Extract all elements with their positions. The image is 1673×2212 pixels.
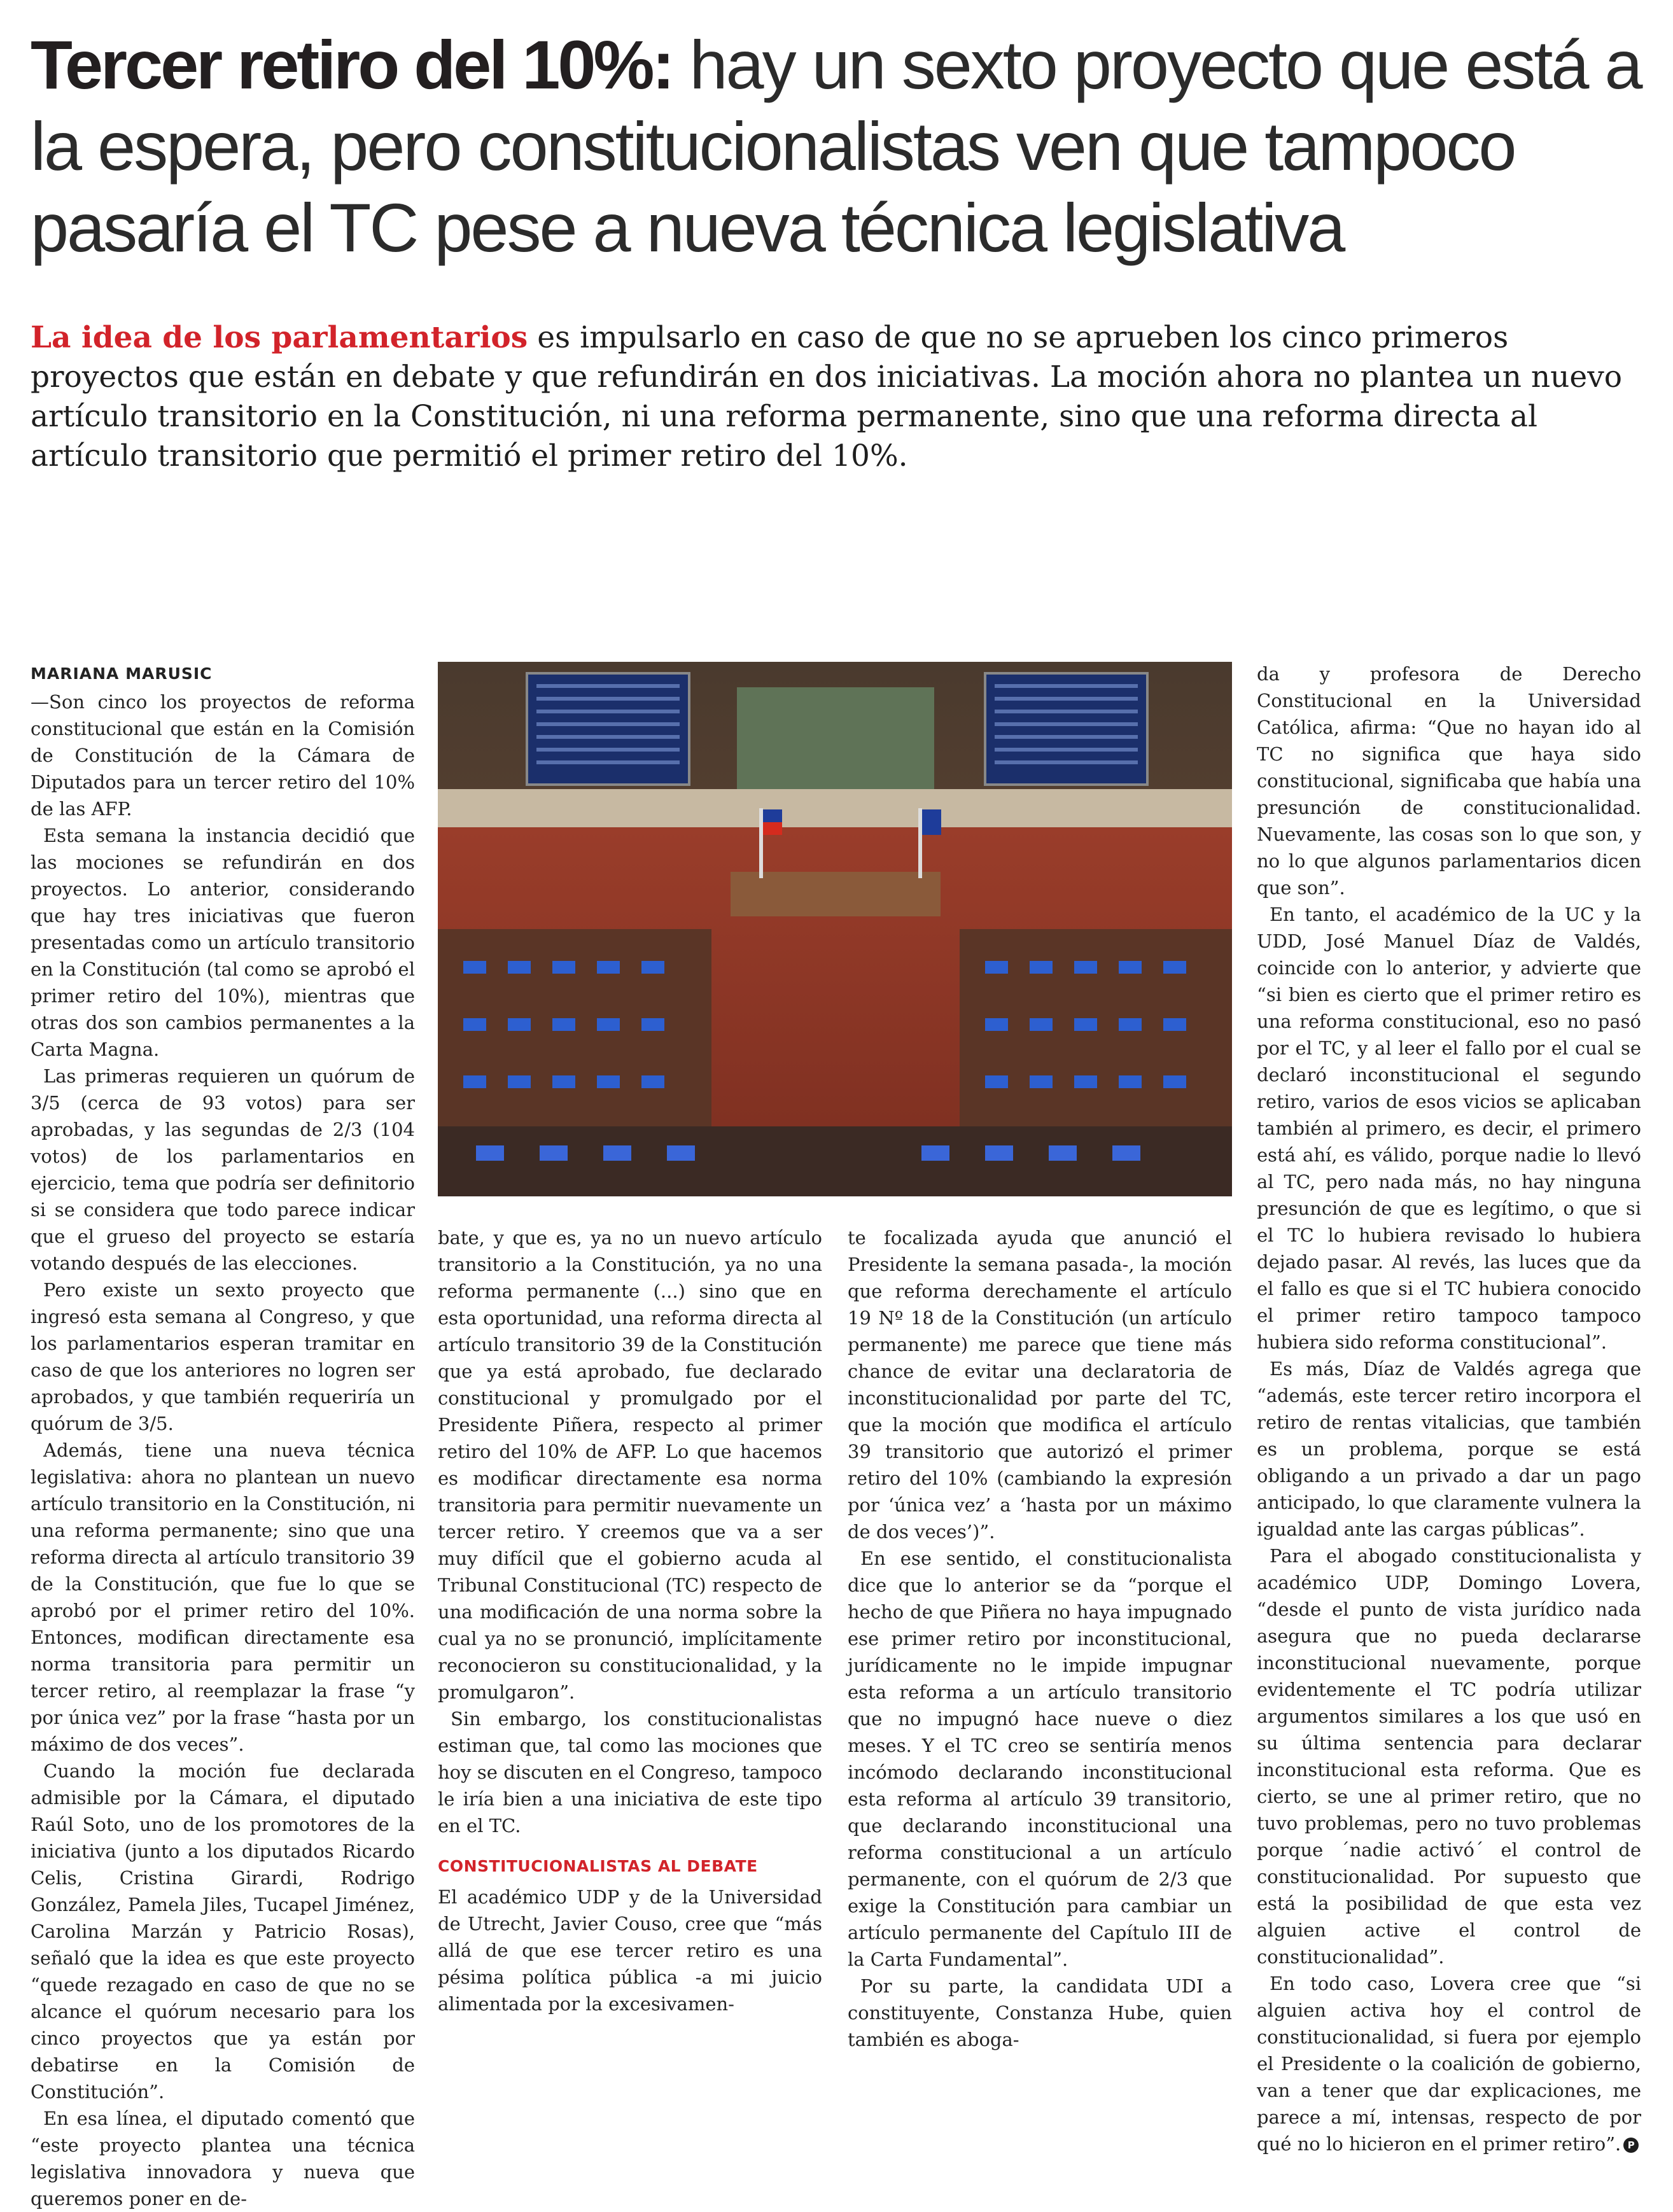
paragraph: bate, y que es, ya no un nuevo artículo transitorio a la Constitución, ya no una reforma permanente (...) sino que en esta oportunidad, una reforma directa al artículo transitorio 39 de la Constitución que ya está aprobado, fue declarado constitucional y promulgado por el Presidente Piñera, respecto al primer retiro del 10% de AFP. Lo que hacemos es modificar directamente esa norma transitoria para permitir nuevamente un tercer retiro. Y creemos que va a ser muy difícil que el gobierno acuda al Tribunal Constitucional (TC) respecto de una modificación de una norma sobre la cual ya no se pronunció, implícitamente reconocieron su constitucionalidad, y la promulgaron”. — [438, 1227, 822, 1703]
deck-lead: La idea de los parlamentarios — [31, 320, 528, 355]
paragraph: da y profesora de Derecho Constitucional en la Universidad Católica, afirma: “Que no hayan ido al TC no significa que haya sido constitucional, significaba que había una presunción de constitucionalidad. Nuevamente, las cosas son lo que son, y no lo que algunos parlamentarios dicen que son”. — [1257, 663, 1641, 899]
deck — [31, 318, 1647, 476]
chamber-photo — [438, 662, 1232, 1196]
paragraph-text: En todo caso, Lovera cree que “si alguien activa hoy el control de constitucionalidad, si fuera por ejemplo el Presidente o la coalición de gobierno, van a tener que dar explicaciones, me parece a mí, intensas, respecto de por qué no lo hicieron en el primer retiro”. — [1257, 1973, 1641, 2155]
paragraph: —Son cinco los proyectos de reforma constitucional que están en la Comisión de Constitución de la Cámara de Diputados para un tercer retiro del 10% de las AFP. — [31, 691, 415, 820]
vote-screen-right — [985, 673, 1147, 785]
byline: MARIANA MARUSIC — [31, 664, 213, 683]
paragraph: Pero existe un sexto proyecto que ingresó esta semana al Congreso, y que los parlamentarios esperan tramitar en caso de que los anteriores no logren ser aprobados, y que también requeriría un quórum de 3/5. — [31, 1279, 415, 1434]
paragraph: Esta semana la instancia decidió que las mociones se refundirán en dos proyectos. Lo anterior, considerando que hay tres iniciativas que fueron presentadas como un artículo transitorio en la Constitución (tal como se aprobó el primer retiro del 10%), mientras que otras dos son cambios permanentes a la Carta Magna. — [31, 825, 415, 1060]
paragraph: Para el abogado constitucionalista y académico UDP, Domingo Lovera, “desde el punto de vista jurídico nada asegura que no pueda declararse inconstitucional nuevamente, porque evidentemente el TC podría utilizar argumentos similares a los que usó en su última sentencia para declarar inconstitucional esta reforma. Que es cierto, se une al primer retiro, que no tuvo problemas, pero no tuvo problemas porque ´nadie activó´ el control de constitucionalidad. Por supuesto que está la posibilidad de que esta vez alguien active el control de constitucionalidad”. — [1257, 1545, 1641, 1968]
article-column-3 — [848, 1224, 1232, 2053]
paragraph — [1257, 1970, 1641, 2157]
article-column-1 — [31, 661, 415, 2212]
headline-light: hay un sexto proyecto que está a la espera, pero constitucionalistas ven que tampoco pasaría el TC pese a nueva técnica legislativa — [31, 26, 1641, 266]
paragraph: En ese sentido, el constitucionalista dice que lo anterior se da “porque el hecho de que Piñera no haya impugnado ese primer retiro por inconstitucional, jurídicamente no le impide impugnar esta reforma a un artículo transitorio que no impugnó hace nueve o diez meses. Y el TC creo se sentiría menos incómodo declarando inconstitucional esta reforma al artículo 39 transitorio, que declarando inconstitucional una reforma constitucional a un artículo permanente, con el quórum de 2/3 que exige la Constitución para cambiar un artículo permanente del Capítulo III de la Carta Fundamental”. — [848, 1548, 1232, 1970]
paragraph: Sin embargo, los constitucionalistas estiman que, tal como las mociones que hoy se discuten en el Congreso, tampoco le iría bien a una iniciativa de este tipo en el TC. — [438, 1708, 822, 1837]
headline-bold: Tercer retiro del 10%: — [31, 26, 673, 103]
vote-screen-left — [527, 673, 689, 785]
headline — [31, 24, 1647, 269]
presidium-desk — [731, 872, 941, 916]
paragraph: Es más, Díaz de Valdés agrega que “además, este tercer retiro incorpora el retiro de rentas vitalicias, que también es un problema, porque se está obligando a un privado a dar un pago anticipado, lo que claramente vulnera la igualdad ante las cargas públicas”. — [1257, 1358, 1641, 1540]
paragraph: te focalizada ayuda que anunció el Presidente la semana pasada-, la moción que reforma derechamente el artículo 19 Nº 18 de la Constitución (un artículo permanente) me parece que tiene más chance de evitar una declaratoria de inconstitucionalidad por parte del TC, que la moción que modifica el artículo 39 transitorio que autorizó el primer retiro del 10% (cambiando la expresión por ‘única vez’ a ‘hasta por un máximo de dos veces’)”. — [848, 1227, 1232, 1543]
paragraph: Por su parte, la candidata UDI a constituyente, Constanza Hube, quien también es aboga- — [848, 1975, 1232, 2050]
subhead: CONSTITUCIONALISTAS AL DEBATE — [438, 1857, 758, 1875]
paragraph: Cuando la moción fue declarada admisible por la Cámara, el diputado Raúl Soto, uno de los promotores de la iniciativa (junto a los diputados Ricardo Celis, Cristina Girardi, Rodrigo González, Pamela Jiles, Tucapel Jiménez, Carolina Marzán y Patricio Rosas), señaló que la idea es que este proyecto “quede rezagado en caso de que no se alcance el quórum necesario para los cinco proyectos que ya están por debatirse en la Comisión de Constitución”. — [31, 1760, 415, 2103]
paragraph: El académico UDP y de la Universidad de Utrecht, Javier Couso, cree que “más allá de que ese tercer retiro es una pésima política pública -a mi juicio alimentada por la excesivamen- — [438, 1886, 822, 2015]
end-mark-icon: P — [1623, 2138, 1639, 2153]
paragraph: En esa línea, el diputado comentó que “este proyecto plantea una técnica legislativa innovadora y nueva que queremos poner en de- — [31, 2108, 415, 2209]
paragraph: Las primeras requieren un quórum de 3/5 (cerca de 93 votos) para ser aprobadas, y las segundas de 2/3 (104 votos) de los parlamentarios en ejercicio, tema que podría ser definitorio si se considera que todo parece indicar que el grueso del proyecto se estaría votando después de las elecciones. — [31, 1065, 415, 1274]
deck-text: es impulsarlo en caso de que no se aprueben los cinco primeros proyectos que están en debate y que refundirán en dos iniciativas. La moción ahora no plantea un nuevo artículo transitorio en la Constitución, ni una reforma permanente, sino que una reforma directa al artículo transitorio que permitió el primer retiro del 10%. — [31, 320, 1623, 473]
paragraph: En tanto, el académico de la UC y la UDD, José Manuel Díaz de Valdés, coincide con lo anterior, y advierte que “si bien es cierto que el primer retiro es una reforma constitucional, eso no pasó por el TC, y al leer el fallo por el cual se declaró inconstitucional el segundo retiro, varios de esos vicios se aplicaban también al primero, es decir, el primero está ahí, es válido, porque nadie lo llevó al TC, pero nada más, no hay ninguna presunción de que es legítimo, o que si el TC lo hubiera revisado lo hubiera dejado pasar. Al revés, las luces que da el fallo es que si el TC hubiera conocido el primer retiro tampoco tampoco hubiera sido reforma constitucional”. — [1257, 904, 1641, 1353]
article-column-4 — [1257, 661, 1641, 2157]
paragraph: Además, tiene una nueva técnica legislativa: ahora no plantean un nuevo artículo transitorio en la Constitución, ni una reforma permanente; sino que una reforma directa al artículo transitorio 39 de la Constitución, que fue lo que se aprobó por el primer retiro del 10%. Entonces, modifican directamente esa norma transitoria para permitir un tercer retiro, al reemplazar la frase “y por única vez” por la frase “hasta por un máximo de dos veces”. — [31, 1439, 415, 1755]
article-column-2 — [438, 1224, 822, 2017]
